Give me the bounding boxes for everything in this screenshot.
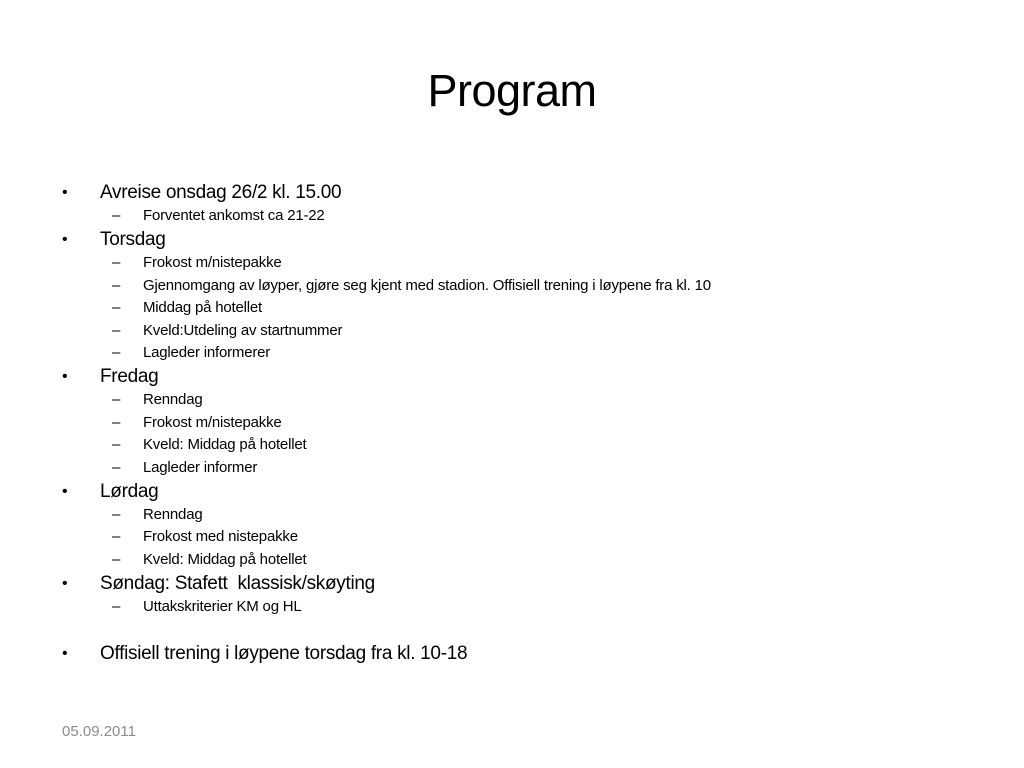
list-item [0,252,960,274]
list-item [0,549,960,571]
dash-marker: – [112,436,121,454]
list-item-text: Lagleder informerer [143,344,271,362]
list-item-text: Frokost med nistepakke [143,528,298,546]
list-item [0,320,960,342]
list-item-text: Avreise onsdag 26/2 kl. 15.00 [100,182,342,203]
dash-marker: – [112,528,121,546]
bullet-marker: • [62,368,68,386]
bullet-marker: • [62,644,68,662]
bullet-marker: • [62,575,68,593]
dash-marker: – [112,207,121,224]
list-item-text: Gjennomgang av løyper, gjøre seg kjent med stadion. Offisiell trening i løypene fra kl. 10 [143,276,711,294]
list-item-text: Offisiell trening i løypene torsdag fra kl. 10-18 [100,642,468,664]
list-item-text: Renndag [143,506,203,524]
dash-marker: – [112,321,121,339]
dash-marker: – [112,254,121,272]
dash-marker: – [112,299,121,317]
dash-marker: – [112,276,121,294]
list-item [0,504,960,526]
list-item [0,364,960,389]
dash-marker: – [112,458,121,476]
bullet-marker: • [62,184,68,201]
list-item [0,434,960,456]
list-item-text: Renndag [143,391,203,409]
list-item-text: Frokost m/nistepakke [143,413,282,431]
list-item-text: Søndag: Stafett klassisk/skøyting [100,573,375,595]
list-spacer [0,619,960,641]
bullet-marker: • [62,231,68,249]
list-item [0,457,960,479]
dash-marker: – [112,598,121,616]
bullet-marker: • [62,483,68,501]
list-item-text: Middag på hotellet [143,299,262,317]
dash-marker: – [112,550,121,568]
dash-marker: – [112,391,121,409]
list-item [0,526,960,548]
slide-title: Program [427,65,597,116]
list-item-text: Fredag [100,366,159,388]
list-item-text: Kveld:Utdeling av startnummer [143,321,343,339]
dash-marker: – [112,506,121,524]
list-item [0,297,960,319]
list-item [0,641,960,666]
list-item-text: Kveld: Middag på hotellet [143,550,307,568]
list-item [0,342,960,364]
list-item [0,412,960,434]
list-item [0,389,960,411]
list-item [0,205,960,227]
list-item [0,571,960,596]
list-item-text: Forventet ankomst ca 21-22 [143,207,325,224]
date-label: 05.09.2011 [62,723,136,740]
list-item [0,275,960,297]
list-item-text: Frokost m/nistepakke [143,254,282,272]
list-item-text: Kveld: Middag på hotellet [143,436,307,454]
list-item-text: Lagleder informer [143,458,258,476]
list-item [0,227,960,252]
dash-marker: – [112,413,121,431]
bullet-list [0,180,960,666]
list-item [0,479,960,504]
list-item-text: Lørdag [100,481,159,503]
list-item-text: Torsdag [100,229,166,251]
list-item [0,180,960,205]
dash-marker: – [112,344,121,362]
list-item-text: Uttakskriterier KM og HL [143,598,302,616]
list-item [0,596,960,618]
